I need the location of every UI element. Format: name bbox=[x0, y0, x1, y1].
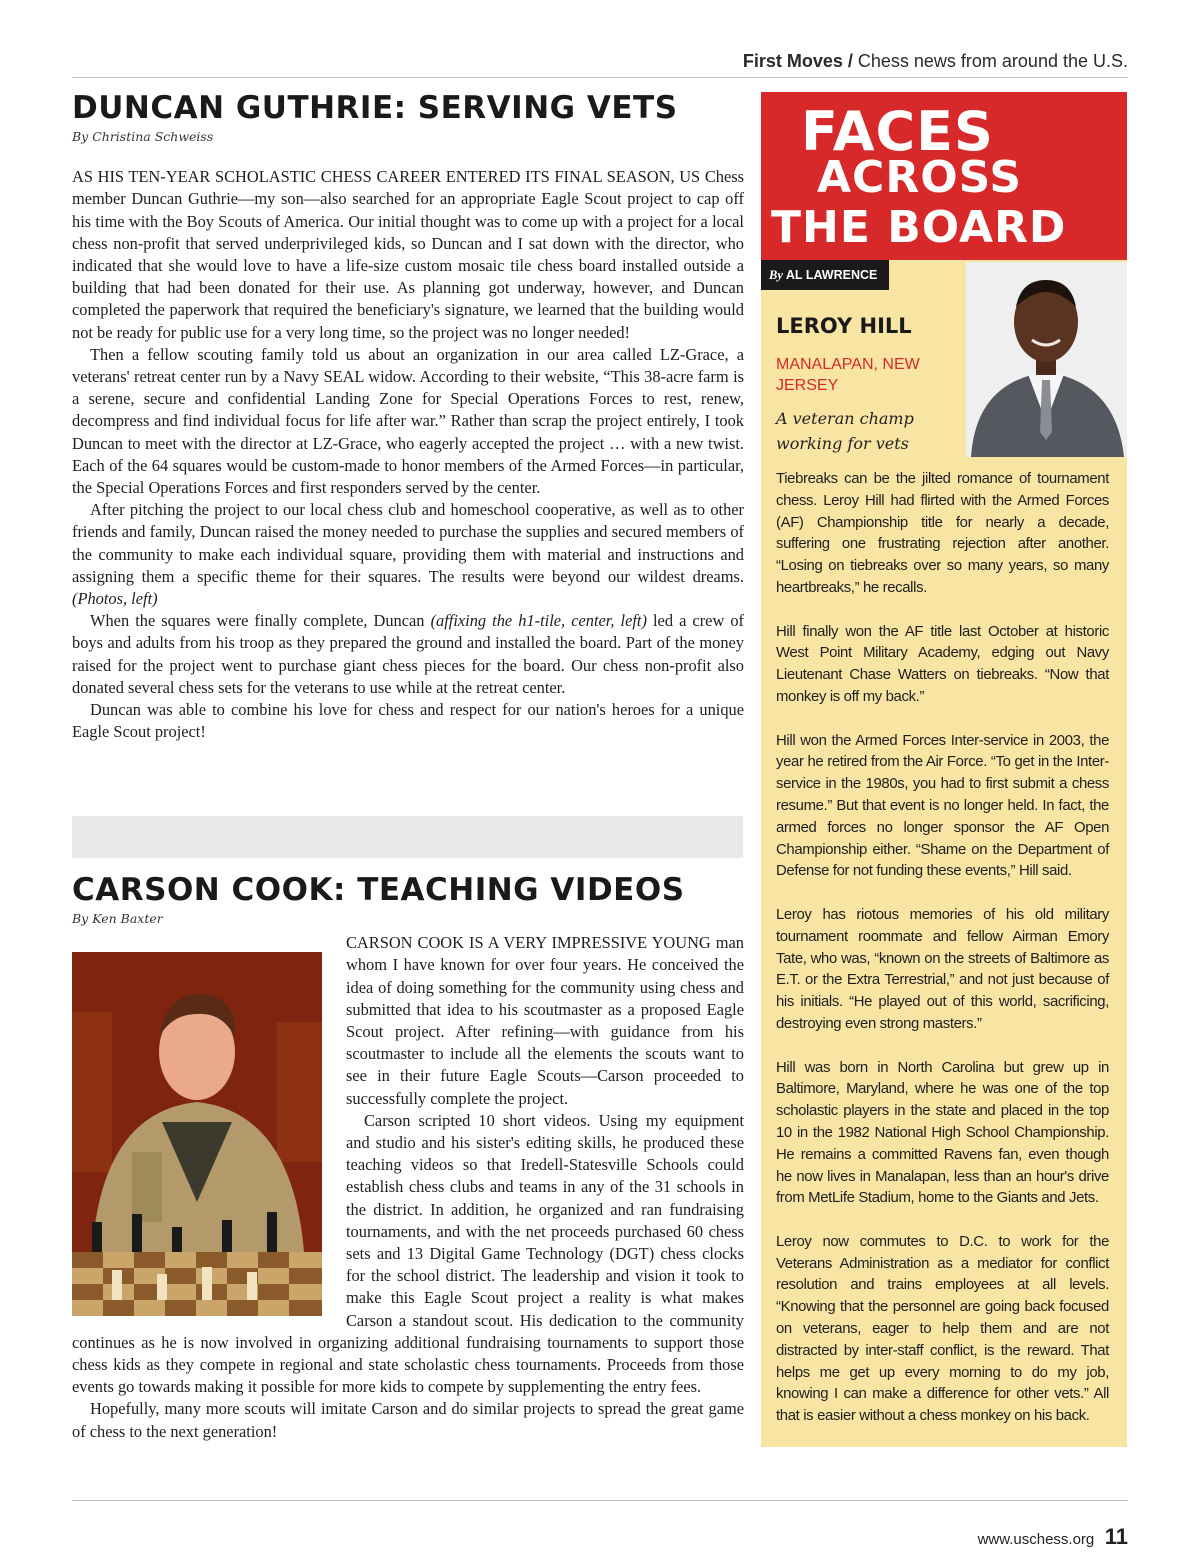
article-title: DUNCAN GUTHRIE: SERVING VETS bbox=[72, 90, 678, 126]
profile-tagline: A veteran champ working for vets bbox=[776, 409, 914, 453]
scout-chess-photo-illustration bbox=[72, 952, 322, 1316]
divider-band bbox=[72, 816, 743, 858]
paragraph-text: After pitching the project to our local chess club and homeschool cooperative, as well as to other friends and family, Duncan raised the money needed to purchase the supplies and secured members of the community to make each individual square, providing them with material and instructions and assigning them a specific theme for their squares. The results were beyond our wildest dreams. bbox=[72, 500, 744, 586]
leroy-hill-photo bbox=[966, 262, 1127, 457]
paragraph bbox=[72, 499, 744, 610]
running-header bbox=[743, 51, 1128, 72]
photo-note: (Photos, left) bbox=[72, 589, 158, 609]
paragraph: Carson scripted 10 short videos. Using my equipment and studio and his sister's editing skills, he produced these teaching videos so that Iredell-Statesville Schools could establish chess clubs and teams in any of the 31 schools in the district. In addition, he organized and ran fundraising tournaments, and with the net proceeds purchased 60 chess sets and 13 Digital Game Technology (DGT) chess clocks for the school district. The leadership and vision it took to make this Eagle Scout project a reality is what makes Carson a standout scout. His dedication to the community continues as he is now involved in organizing additional fundraising tournaments to support those chess kids as they compete in regional and state scholastic chess tournaments. Proceeds from those events go towards making it possible for more kids to compete by supplementing the entry fees. bbox=[72, 1110, 744, 1397]
sidebar-paragraph: Tiebreaks can be the jilted romance of tournament chess. Leroy Hill had flirted with the Armed Forces (AF) Championship title for nearly a decade, suffering one frustrating rejection after another. “Losing on tiebreaks over so many years, so many heartbreaks,” he recalls. bbox=[776, 471, 1109, 596]
footer-url[interactable]: www.uschess.org bbox=[977, 1531, 1095, 1548]
sidebar-paragraph: Leroy has riotous memories of his old military tournament roommate and fellow Airman Emory Tate, who was, “known on the streets of Baltimore as E.T. or the Extra Terrestrial,” and not just because of his initials. “He played out of this world, sacrificing, destroying even strong masters.” bbox=[776, 906, 1109, 1032]
carson-photo bbox=[72, 952, 322, 1316]
article-byline: By Ken Baxter bbox=[72, 911, 163, 927]
sidebar-paragraph: Hill finally won the AF title last October at historic West Point Military Academy, edging out Navy Lieutenant Chase Watters on tiebreaks. “Now that monkey is off my back.” bbox=[776, 623, 1109, 705]
paragraph: AS HIS TEN-YEAR SCHOLASTIC CHESS CAREER ENTERED ITS FINAL SEASON, US Chess member Duncan Guthrie—my son—also searched for an appropriate Eagle Scout project to cap off his time with the Boy Scouts of America. Our initial thought was to come up with a project for a local chess non-profit that served underprivileged kids, so Duncan and I sat down with the director, who indicated that she would love to have a life-size custom mosaic tile chess board installed outside a building that had been donated for their use. As planning got underway, however, and Duncan completed the paperwork that required the beneficiary's signature, we learned that the building would not be ready for public use for a very long time, so the project was no longer needed! bbox=[72, 167, 744, 342]
faces-across-the-board-sidebar bbox=[761, 92, 1127, 1447]
sidebar-author bbox=[761, 260, 889, 290]
header-separator: / bbox=[842, 51, 858, 71]
author-name: AL LAWRENCE bbox=[785, 268, 878, 282]
paragraph-text: led a crew of boys and adults from his troop as they prepared the ground and installed the board. Part of the money raised for the project went to purchase giant chess pieces for the board. Our chess non-profit also donated several chess sets for the veterans to use while at the retreat center. bbox=[72, 611, 744, 697]
sidebar-paragraph: Hill was born in North Carolina but grew up in Baltimore, Maryland, where he was one of the top scholastic players in the state and placed in the top 10 in the 1982 National High School Championship. He remains a committed Ravens fan, even though he now lives in Manalapan, less than an hour's drive from MetLife Stadium, home to the Giants and Jets. bbox=[776, 1059, 1109, 1207]
sidebar-banner bbox=[761, 92, 1127, 260]
author-prefix: By bbox=[769, 268, 783, 282]
sidebar-paragraph: Leroy now commutes to D.C. to work for the Veterans Administration as a mediator for conflict resolution and trains employees at all levels. “Knowing that the personnel are going back focused on veterans, eager to help them and are not distracted by inter-staff conflict, is the reward. That helps me get up every morning to do my job, knowing I can make a difference for other vets.” All that is easier without a chess monkey on his back. bbox=[776, 1233, 1109, 1425]
banner-line: FACES bbox=[801, 100, 994, 163]
main-column bbox=[72, 90, 744, 743]
banner-line: THE BOARD bbox=[771, 202, 1067, 253]
page-footer bbox=[978, 1524, 1128, 1550]
banner-line: ACROSS bbox=[817, 152, 1023, 203]
section-name: First Moves bbox=[742, 51, 843, 71]
paragraph-text: When the squares were finally complete, Duncan bbox=[90, 611, 425, 631]
profile-name: LEROY HILL bbox=[776, 314, 912, 338]
paragraph: Hopefully, many more scouts will imitate Carson and do similar projects to spread the great game of chess to the next generation! bbox=[72, 1399, 744, 1441]
paragraph: Then a fellow scouting family told us about an organization in our area called LZ-Grace, a veterans' retreat center run by a Navy SEAL widow. According to their website, “This 38-acre farm is a serene, secure and confidential Landing Zone for Special Operations Forces to rest, renew, decompress and find individual focus for life after war.” Rather than scrap the project entirely, I took Duncan to meet with the director at LZ-Grace, who eagerly accepted the project … with a new twist. Each of the 64 squares would be custom-made to honor members of the Armed Forces—in particular, the Special Operations Forces and first responders served by the center. bbox=[72, 344, 744, 498]
section-subtitle: Chess news from around the U.S. bbox=[857, 51, 1128, 71]
page-number: 11 bbox=[1104, 1524, 1128, 1549]
article-body bbox=[72, 166, 744, 743]
sidebar-body bbox=[776, 469, 1109, 1450]
article-title: CARSON COOK: TEACHING VIDEOS bbox=[72, 872, 685, 908]
paragraph: CARSON COOK IS A VERY IMPRESSIVE YOUNG man whom I have known for over four years. He conceived the idea of doing something for the community using chess and submitted that idea to his scoutmaster as a proposed Eagle Scout project. After refining—with guidance from his scoutmaster to include all the elements the scouts want to see in their future Eagle Scouts—Carson proceeded to successfully complete the project. bbox=[346, 933, 744, 1108]
portrait-illustration bbox=[966, 262, 1127, 457]
article-carson-cook bbox=[72, 872, 744, 1443]
sidebar-paragraph: Hill won the Armed Forces Inter-service in 2003, the year he retired from the Air Force. “To get in the Inter-service in the 1980s, you had to first submit a chess resume.” But that event is no longer held. In fact, the armed forces no longer sponsor the AF Open Championship either. “Shame on the Department of Defense for not funding these events,” Hill said. bbox=[776, 732, 1109, 880]
photo-note: (affixing the h1-tile, center, left) bbox=[430, 611, 647, 631]
article-byline: By Christina Schweiss bbox=[72, 129, 214, 145]
profile-location: MANALAPAN, NEW JERSEY bbox=[776, 356, 920, 394]
bottom-rule bbox=[72, 1500, 1128, 1501]
paragraph bbox=[72, 610, 744, 699]
top-rule bbox=[72, 77, 1128, 78]
article-duncan-guthrie bbox=[72, 90, 744, 743]
paragraph: Duncan was able to combine his love for chess and respect for our nation's heroes for a unique Eagle Scout project! bbox=[72, 700, 744, 742]
